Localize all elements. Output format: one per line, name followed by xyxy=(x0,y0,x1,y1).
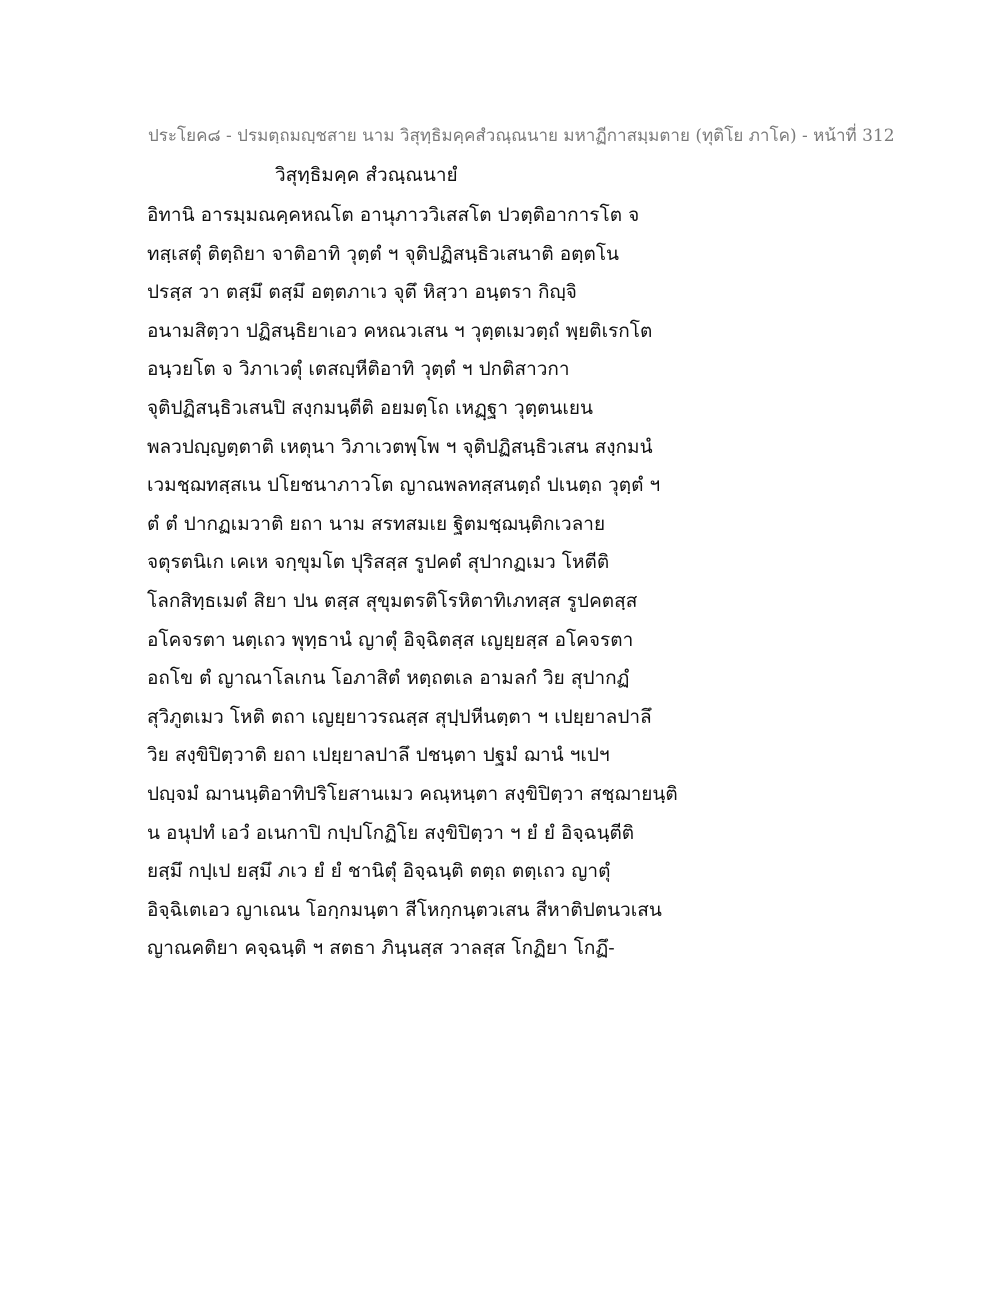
text-line: ปรสฺส วา ตสฺมึ ตสฺมึ อตฺตภาเว จุตึ หิสฺวา อนฺตรา กิญฺจิ xyxy=(147,281,577,304)
section-title: วิสุทฺธิมคฺค สํวณฺณนายํ xyxy=(275,164,458,186)
text-line: สุวิภูตเมว โหติ ตถา เญยฺยาวรณสฺส สุปฺปหีนตฺตา ฯ เปยฺยาลปาลึ xyxy=(147,705,652,728)
text-line: ตํ ตํ ปากฏเมวาติ ยถา นาม สรทสมเย ฐิตมชฺฌนฺติกเวลาย xyxy=(147,512,606,535)
page-header: ประโยค๘ - ปรมตฺถมญฺชสาย นาม วิสุทฺธิมคฺคสํวณฺณนาย มหาฏีกาสมฺมตาย (ทุติโย ภาโค) - หน้าที่ 312 xyxy=(148,126,895,146)
text-line: จตุรตนิเก เคเห จกฺขุมโต ปุริสสฺส รูปคตํ สุปากฏเมว โหตีติ xyxy=(147,551,610,574)
text-line: ยสฺมึ กปฺเป ยสฺมึ ภเว ยํ ยํ ชานิตุํ อิจฺฉนฺติ ตตฺถ ตตฺเถว ญาตุํ xyxy=(147,860,611,883)
text-line: ทสฺเสตุํ ติตฺถิยา จาติอาทิ วุตฺตํ ฯ จุติปฏิสนฺธิวเสนาติ อตฺตโน xyxy=(147,242,620,265)
text-line: อนฺวยโต จ วิภาเวตุํ เตสญฺหีติอาทิ วุตฺตํ ฯ ปกติสาวกา xyxy=(147,358,570,381)
text-line: อนามสิตฺวา ปฏิสนฺธิยาเอว คหณวเสน ฯ วุตฺตเมวตฺถํ พฺยติเรกโต xyxy=(147,319,653,342)
text-line: โลกสิทฺธเมตํ สิยา ปน ตสฺส สุขุมตรติโรหิตาทิเภทสฺส รูปคตสฺส xyxy=(147,589,638,612)
text-line: จุติปฏิสนฺธิวเสนปิ สงฺกมนฺตีติ อยมตฺโถ เหฏฺฐา วุตฺตนเยน xyxy=(147,396,593,419)
text-line: เวมชฺฌทสฺสเน ปโยชนาภาวโต ญาณพลทสฺสนตฺถํ ปเนตฺถ วุตฺตํ ฯ xyxy=(147,474,661,497)
text-line: พลวปญฺญตฺตาติ เหตุนา วิภาเวตพฺโพ ฯ จุติปฏิสนฺธิวเสน สงฺกมนํ xyxy=(147,435,653,458)
text-line: อิทานิ อารมฺมณคฺคหณโต อานุภาววิเสสโต ปวตฺติอาการโต จ xyxy=(147,204,640,226)
text-line: ญาณคติยา คจฺฉนฺติ ฯ สตธา ภินฺนสฺส วาลสฺส โกฏิยา โกฏึ- xyxy=(147,937,615,960)
body-text xyxy=(147,196,747,968)
text-line: อิจฺฉิเตเอว ญาเณน โอกฺกมนฺตา สีโหกฺกนฺตวเสน สีหาติปตนวเสน xyxy=(147,898,662,921)
text-line: วิย สงฺขิปิตฺวาติ ยถา เปยฺยาลปาลึ ปชนฺตา ปฐมํ ฌานํ ฯเปฯ xyxy=(147,744,610,767)
text-line: ปญฺจมํ ฌานนฺติอาทิปริโยสานเมว คณฺหนฺตา สงฺขิปิตฺวา สชฺฌายนฺติ xyxy=(147,782,678,805)
text-line: อโคจรตา นตฺเถว พุทฺธานํ ญาตุํ อิจฺฉิตสฺส เญยฺยสฺส อโคจรตา xyxy=(147,628,634,651)
text-line: อถโข ตํ ญาณาโลเกน โอภาสิตํ หตฺถตเล อามลกํ วิย สุปากฏํ xyxy=(147,667,630,690)
text-line: น อนุปทํ เอวํ อเนกาปิ กปฺปโกฏิโย สงฺขิปิตฺวา ฯ ยํ ยํ อิจฺฉนฺตีติ xyxy=(147,821,635,844)
